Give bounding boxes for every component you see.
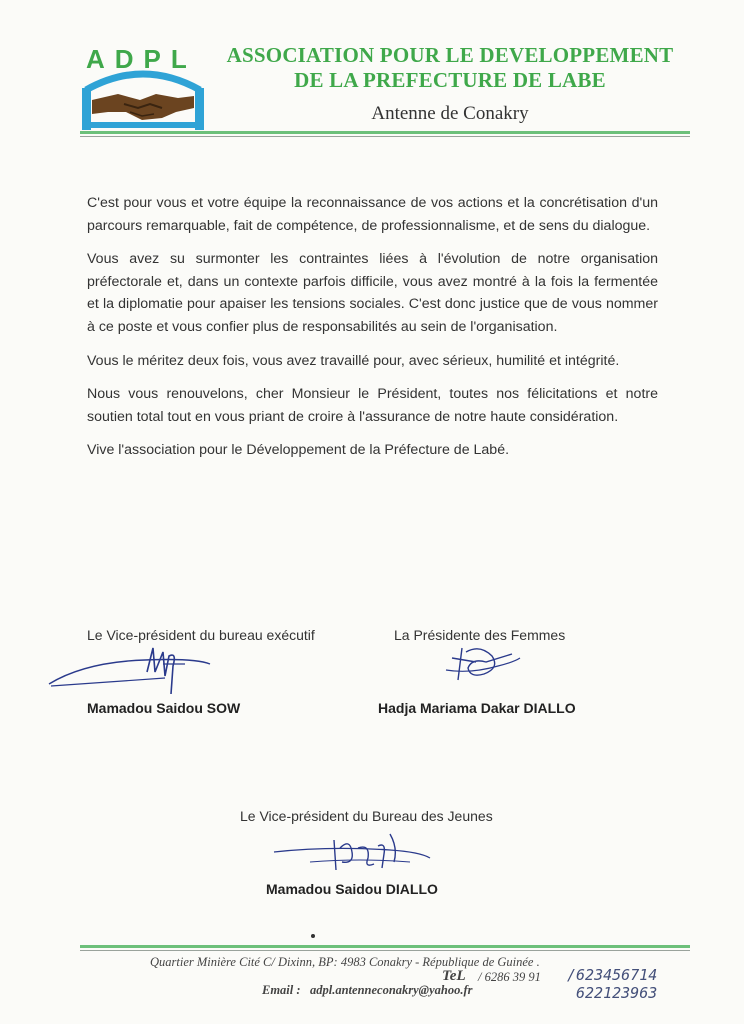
adpl-handshake-logo: [78, 38, 208, 133]
footer-rule: [80, 945, 690, 948]
association-title-line2: DE LA PREFECTURE DE LABE: [294, 68, 606, 92]
paragraph: Vous le méritez deux fois, vous avez travaillé pour, avec sérieux, humilité et intégrité.: [87, 352, 620, 369]
letterhead: [0, 0, 744, 140]
header-rule: [80, 131, 690, 134]
logo-letters: ADPL: [86, 44, 197, 74]
signatory-name-right: Hadja Mariama Dakar DIALLO: [378, 700, 576, 716]
paragraph: Vous avez su surmonter les contraintes liées à l'évolution de notre organisation préfectorale et, dans un contexte parfois difficile, vous avez montré à la fois la fermentée et la diplomatie pour apaiser les tensions sociales. C'est donc justice que de vous nommer à ce poste et vous confier plus de responsabilités au sein de l'organisation.: [87, 251, 658, 335]
signatory-title-center: Le Vice-président du Bureau des Jeunes: [240, 808, 493, 824]
footer-tel-number: / 6286 39 91: [478, 970, 541, 984]
paragraph: C'est pour vous et votre équipe la reconnaissance de vos actions et la concrétisation d'un parcours remarquable, fait de compétence, de professionnalisme, et de sens du dialogue.: [87, 195, 658, 234]
signature-left: [45, 642, 215, 700]
footer-email[interactable]: adpl.antenneconakry@yahoo.fr: [310, 983, 473, 997]
signatory-title-left: Le Vice-président du bureau exécutif: [87, 627, 315, 643]
signatory-title-right: La Présidente des Femmes: [394, 627, 566, 643]
footer-tel-label: TeL: [442, 968, 466, 984]
footer-email-label: Email :: [262, 983, 301, 997]
signatory-name-center: Mamadou Saidou DIALLO: [266, 881, 438, 897]
branch-subtitle: Antenne de Conakry: [371, 103, 529, 124]
footer-rule-thin: [80, 950, 690, 951]
letter-body: [87, 192, 658, 473]
paragraph: Nous vous renouvelons, cher Monsieur le Président, toutes nos félicitations et notre soutien total tout en vous priant de croire à l'assurance de notre haute considération.: [87, 386, 658, 425]
signatory-name-left: Mamadou Saidou SOW: [87, 700, 241, 716]
signature-center: [270, 828, 440, 878]
footer-tel-handwritten-2: 622123963: [576, 984, 658, 1002]
signature-right: [440, 640, 530, 690]
footer-tel-handwritten-1: /623456714: [567, 966, 658, 984]
association-title-line1: ASSOCIATION POUR LE DEVELOPPEMENT: [226, 43, 674, 67]
header-rule-thin: [80, 136, 690, 137]
footer-address: Quartier Minière Cité C/ Dixinn, BP: 4983 Conakry - République de Guinée .: [150, 955, 540, 969]
paragraph: Vive l'association pour le Développement de la Préfecture de Labé.: [87, 442, 510, 459]
ink-dot: [311, 934, 315, 938]
